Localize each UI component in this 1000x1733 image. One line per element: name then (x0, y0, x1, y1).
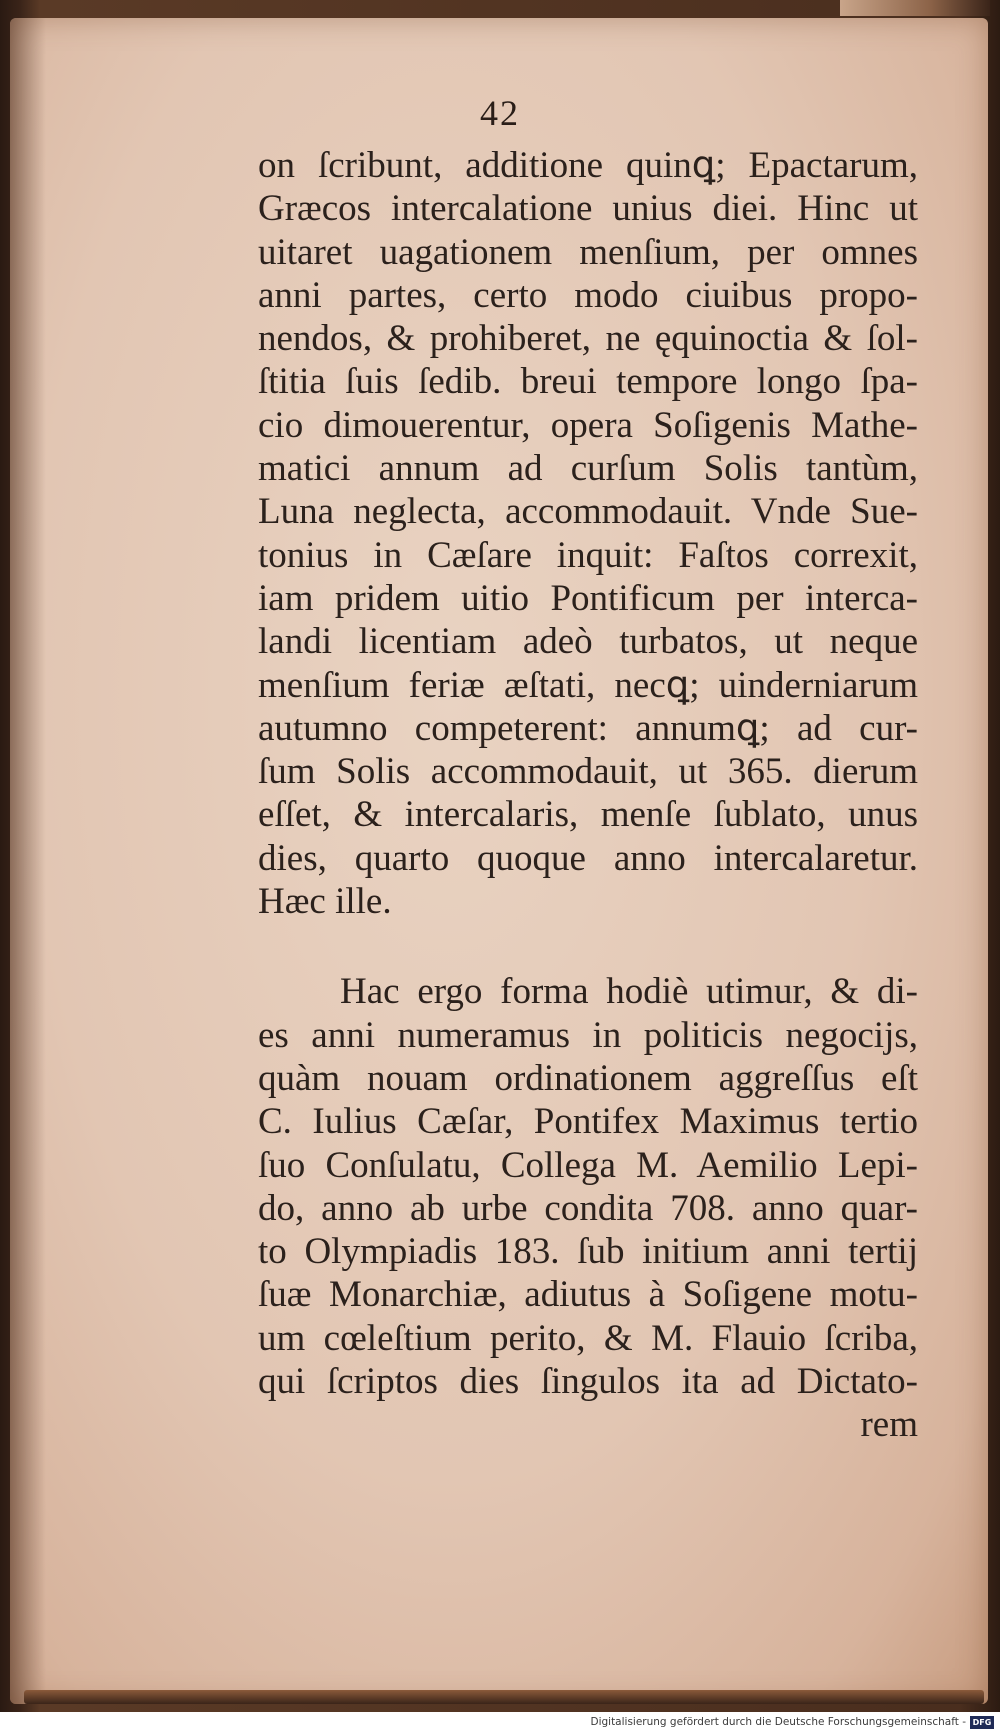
spine-shadow (10, 18, 46, 1704)
text-line: ſuo Conſulatu, Collega M. Aemilio Lepi- (258, 1144, 918, 1186)
page-number: 42 (480, 93, 520, 133)
text-line: Hæc ille. (258, 881, 392, 923)
text-line: do, anno ab urbe condita 708. anno quar- (258, 1187, 918, 1229)
text-line: cio dimouerentur, opera Soſigenis Mathe- (258, 404, 918, 446)
text-line: eſſet, & intercalaris, menſe ſublato, unus (258, 794, 918, 836)
digitization-credit: Digitalisierung gefördert durch die Deutsche Forschungsgemeinschaft - (590, 1716, 966, 1728)
text-line: dies, quarto quoque anno intercalaretur. (258, 837, 918, 879)
text-line: nendos, & prohiberet, ne ęquinoctia & ſol- (258, 318, 918, 360)
text-line: qui ſcriptos dies ſingulos ita ad Dictato- (258, 1361, 918, 1403)
text-line: matici annum ad curſum Solis tantùm, (258, 448, 918, 490)
text-line: tonius in Cæſare inquit: Faſtos correxit, (258, 534, 918, 576)
text-line: es anni numeramus in politicis negocijs, (258, 1014, 918, 1056)
text-line: to Olympiadis 183. ſub initium anni tertij (258, 1231, 918, 1273)
text-line: C. Iulius Cæſar, Pontifex Maximus tertio (258, 1101, 918, 1143)
text-line: menſium feriæ æſtati, necꝗ; uinderniarum (258, 664, 918, 706)
text-line: uitaret uagationem menſium, per omnes (258, 231, 918, 273)
text-line: Græcos intercalatione unius diei. Hinc ut (258, 188, 918, 230)
text-line: iam pridem uitio Pontificum per interca- (258, 577, 918, 619)
catchword: rem (860, 1404, 918, 1446)
text-line: ſtitia ſuis ſedib. breui tempore longo ſpa- (258, 361, 918, 403)
text-line: Luna neglecta, accommodauit. Vnde Sue- (258, 491, 918, 533)
text-line: autumno competerent: annumꝗ; ad cur- (258, 707, 918, 749)
page-tab-marker (840, 0, 990, 16)
text-line: on ſcribunt, additione quinꝗ; Epactarum, (258, 145, 918, 186)
paragraph-gap (258, 923, 918, 970)
dfg-logo: DFG (970, 1716, 994, 1729)
text-line: ſum Solis accommodauit, ut 365. dierum (258, 751, 918, 793)
text-line: landi licentiam adeò turbatos, ut neque (258, 621, 918, 663)
text-line: Hac ergo forma hodiè utimur, & di- (340, 971, 918, 1013)
page-edge (24, 1690, 984, 1704)
text-line: quàm nouam ordinationem aggreſſus eſt (258, 1057, 918, 1099)
text-line: ſuæ Monarchiæ, adiutus à Soſigene motu- (258, 1274, 918, 1316)
body-text (258, 144, 918, 1447)
text-line: anni partes, certo modo ciuibus propo- (258, 274, 918, 316)
text-line: um cœleſtium perito, & M. Flauio ſcriba, (258, 1317, 918, 1359)
footer-bar (0, 1712, 1000, 1733)
